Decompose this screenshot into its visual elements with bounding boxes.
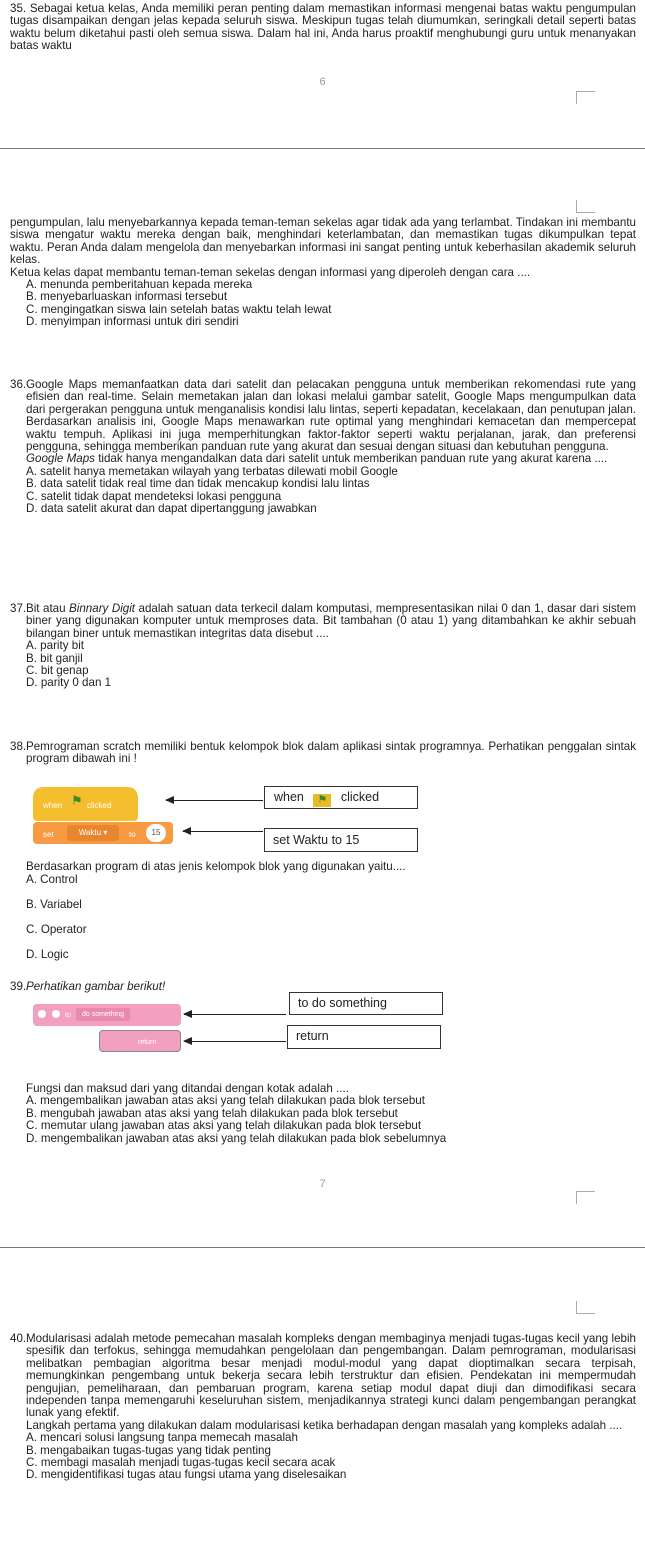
scratch-when-text: when	[43, 801, 63, 810]
green-flag-icon: ⚑	[71, 793, 83, 808]
q36-option-d[interactable]: D. data satelit akurat dan dapat dipertanggung jawabkan	[26, 502, 317, 516]
q38-option-b[interactable]: B. Variabel	[26, 898, 82, 912]
q38-question-area	[10, 861, 636, 967]
q38-options	[26, 867, 636, 967]
scratch-to-text: to	[129, 830, 136, 839]
q38-question: Berdasarkan program di atas jenis kelompok blok yang digunakan yaitu....	[26, 860, 406, 873]
question-36	[10, 379, 636, 515]
q40-question: Langkah pertama yang dilakukan dalam modularisasi ketika berhadapan dengan masalah yang kompleks adalah ....	[26, 1418, 623, 1432]
label-clicked-text: clicked	[340, 790, 380, 804]
question-35	[10, 217, 636, 329]
q36-question-rest: tidak hanya mengandalkan data dari satelit untuk memberikan panduan rute yang akurat karena ....	[94, 452, 608, 466]
arrow-icon	[183, 831, 263, 832]
page-number-6: 6	[319, 76, 326, 88]
q39-question: Fungsi dan maksud dari yang ditandai dengan kotak adalah ....	[26, 1082, 349, 1095]
q37-options	[26, 640, 636, 690]
page-divider	[0, 148, 645, 149]
q40-option-b[interactable]: B. mengabaikan tugas-tugas yang tidak penting	[26, 1443, 271, 1457]
dot-icon	[38, 1010, 46, 1018]
q36-number: 36.	[10, 378, 27, 391]
crop-mark	[576, 1191, 595, 1204]
scratch-set-text: set	[43, 830, 54, 839]
q37-option-c[interactable]: C. bit genap	[26, 664, 89, 678]
q40-text: Modularisasi adalah metode pemecahan masalah kompleks dengan membaginya menjadi tugas-tugas kecil yang lebih spesifik dan terfokus, sehingga memudahkan pengelolaan dan pengembangan. Dalam pemrograman, modularisasi melibatkan pembagian algoritma besar menjadi modul-modul yang dapat dioptimalkan secara terpisah, memungkinkan pengembang untuk bekerja secara lebih terstruktur dan efisien. Pendekatan ini mempermudah pengujian, pemeliharaan, dan pembaruan program, karena setiap modul dapat diuji dan dimodifikasi secara independen tanpa memengaruhi keseluruhan sistem, menjadikannya strategi kunci dalam pengembangan perangkat lunak yang efektif.	[26, 1332, 636, 1420]
green-flag-icon: ⚑	[313, 794, 331, 807]
scratch-return-text: return	[138, 1039, 157, 1046]
scratch-clicked-text: clicked	[87, 801, 112, 810]
q40-option-d[interactable]: D. mengidentifikasi tugas atau fungsi utama yang diselesaikan	[26, 1468, 347, 1482]
question-37	[10, 603, 636, 690]
arrow-icon	[166, 800, 263, 801]
scratch-set-variable-block	[33, 822, 173, 844]
q37-rest: adalah satuan data terkecil dalam komputasi, mempresentasikan nilai 0 dan 1, dasar dari sistem biner yang digunakan komputer untuk memproses data. Bit tambahan (0 atau 1) yang ditambahkan ke akhir sebuah bilangan biner untuk memastikan integritas data disebut ....	[26, 602, 636, 640]
label-set-waktu: set Waktu to 15	[264, 828, 418, 852]
help-icon	[52, 1010, 60, 1018]
q39-question-area	[10, 1083, 636, 1145]
q35-continuation: pengumpulan, lalu menyebarkannya kepada teman-teman sekelas agar tidak ada yang terlambat. Tindakan ini membantu siswa mengatur waktu mereka dengan baik, menghindari keterlambatan, dan memastikan tugas dikumpulkan tepat waktu. Peran Anda dalam mengelola dan menyebarkan informasi ini sangat penting untuk keberhasilan akademik seluruh kelas.	[10, 216, 636, 267]
q37-option-d[interactable]: D. parity 0 dan 1	[26, 676, 112, 690]
q39-option-b[interactable]: B. mengubah jawaban atas aksi yang telah dilakukan pada blok tersebut	[26, 1106, 398, 1120]
scratch-return-block	[99, 1030, 181, 1052]
q40-options	[26, 1432, 636, 1482]
procedure-name-field[interactable]: do something	[76, 1008, 130, 1021]
label-to-do-something: to do something	[289, 992, 443, 1015]
arrow-icon	[184, 1014, 286, 1015]
q35-option-b[interactable]: B. menyebarluaskan informasi tersebut	[26, 290, 228, 304]
q39-option-d[interactable]: D. mengembalikan jawaban atas aksi yang telah dilakukan pada blok sebelumnya	[26, 1131, 447, 1145]
crop-mark	[576, 1301, 595, 1314]
q35-question: Ketua kelas dapat membantu teman-teman sekelas dengan informasi yang diperoleh dengan cara ....	[10, 265, 531, 279]
q40-number: 40.	[10, 1332, 27, 1345]
label-when-text: when	[274, 790, 304, 804]
q37-option-b[interactable]: B. bit ganjil	[26, 651, 83, 665]
q35-option-a[interactable]: A. menunda pemberitahuan kepada mereka	[26, 278, 253, 292]
question-40	[10, 1333, 636, 1482]
q39-option-a[interactable]: A. mengembalikan jawaban atas aksi yang telah dilakukan pada blok tersebut	[26, 1094, 425, 1108]
q37-italic: Binnary Digit	[69, 602, 136, 615]
q38-text: Pemrograman scratch memiliki bentuk kelompok blok dalam aplikasi sintak programnya. Perhatikan penggalan sintak program dibawah ini !	[26, 740, 636, 766]
q35-option-c[interactable]: C. mengingatkan siswa lain setelah batas waktu telah lewat	[26, 302, 332, 316]
q36-question	[26, 453, 636, 465]
q38-option-a[interactable]: A. Control	[26, 873, 78, 887]
q37-number: 37.	[10, 602, 27, 615]
value-input[interactable]: 15	[146, 824, 166, 842]
q39-number: 39.	[10, 980, 27, 993]
crop-mark	[576, 91, 595, 104]
q39-options	[26, 1095, 636, 1145]
q35-options	[10, 279, 636, 329]
q38-option-d[interactable]: D. Logic	[26, 948, 69, 962]
q37-pre: Bit atau	[26, 602, 70, 615]
crop-mark	[576, 200, 595, 213]
q37-option-a[interactable]: A. parity bit	[26, 639, 84, 653]
q36-option-c[interactable]: C. satelit tidak dapat mendeteksi lokasi pengguna	[26, 489, 282, 503]
q37-text	[26, 603, 636, 640]
q35-intro: 35. Sebagai ketua kelas, Anda memiliki peran penting dalam memastikan informasi mengenai batas waktu pengumpulan tugas disampaikan dengan jelas kepada seluruh siswa. Meskipun tugas telah diumumkan, seringkali detail seperti batas waktu belum diketahui pasti oleh semua siswa. Dalam hal ini, Anda harus proaktif menghubungi guru untuk menanyakan batas waktu	[10, 2, 636, 53]
q35-option-d[interactable]: D. menyimpan informasi untuk diri sendiri	[26, 315, 239, 329]
page-divider	[0, 1247, 645, 1248]
q38-number: 38.	[10, 740, 27, 753]
q36-option-b[interactable]: B. data satelit tidak real time dan tidak mencakup kondisi lalu lintas	[26, 477, 370, 491]
q39-option-c[interactable]: C. memutar ulang jawaban atas aksi yang telah dilakukan pada blok tersebut	[26, 1119, 422, 1133]
q38-option-c[interactable]: C. Operator	[26, 923, 87, 937]
q39-title: Perhatikan gambar berikut!	[26, 980, 166, 993]
q36-option-a[interactable]: A. satelit hanya memetakan wilayah yang terbatas dilewati mobil Google	[26, 464, 398, 478]
q36-question-italic: Google Maps	[26, 452, 95, 466]
page-number-7: 7	[319, 1178, 326, 1190]
label-when-clicked	[264, 786, 418, 809]
q40-option-c[interactable]: C. membagi masalah menjadi tugas-tugas kecil secara acak	[26, 1456, 336, 1470]
variable-dropdown[interactable]: Waktu ▾	[67, 825, 119, 841]
scratch-to-text: to	[65, 1012, 71, 1019]
q36-options	[26, 466, 636, 516]
q36-text: Google Maps memanfaatkan data dari satelit dan pelacakan pengguna untuk memberikan rekomendasi rute yang efisien dan real-time. Selain memetakan jalan dan lokasi melalui gambar satelit, Google Maps mengumpulkan data dari pergerakan pengguna untuk menganalisis kondisi lalu lintas, seperti kepadatan, kecelakaan, dan penutupan jalan. Berdasarkan analisis ini, Google Maps menawarkan rute optimal yang menghindari kemacetan dan mempercepat waktu tempuh. Aplikasi ini juga memperhitungkan faktor-faktor seperti waktu perjalanan, jarak, dan preferensi pengguna, sehingga memberikan panduan rute yang akurat dan sesuai dengan situasi dan kebutuhan pengguna.	[26, 378, 636, 454]
scratch-procedure-block	[33, 1004, 181, 1026]
q40-option-a[interactable]: A. mencari solusi langsung tanpa memecah masalah	[26, 1431, 298, 1445]
label-return: return	[287, 1025, 441, 1049]
arrow-icon	[184, 1041, 286, 1042]
question-38	[10, 741, 636, 766]
scratch-when-flag-clicked-block	[33, 787, 138, 821]
